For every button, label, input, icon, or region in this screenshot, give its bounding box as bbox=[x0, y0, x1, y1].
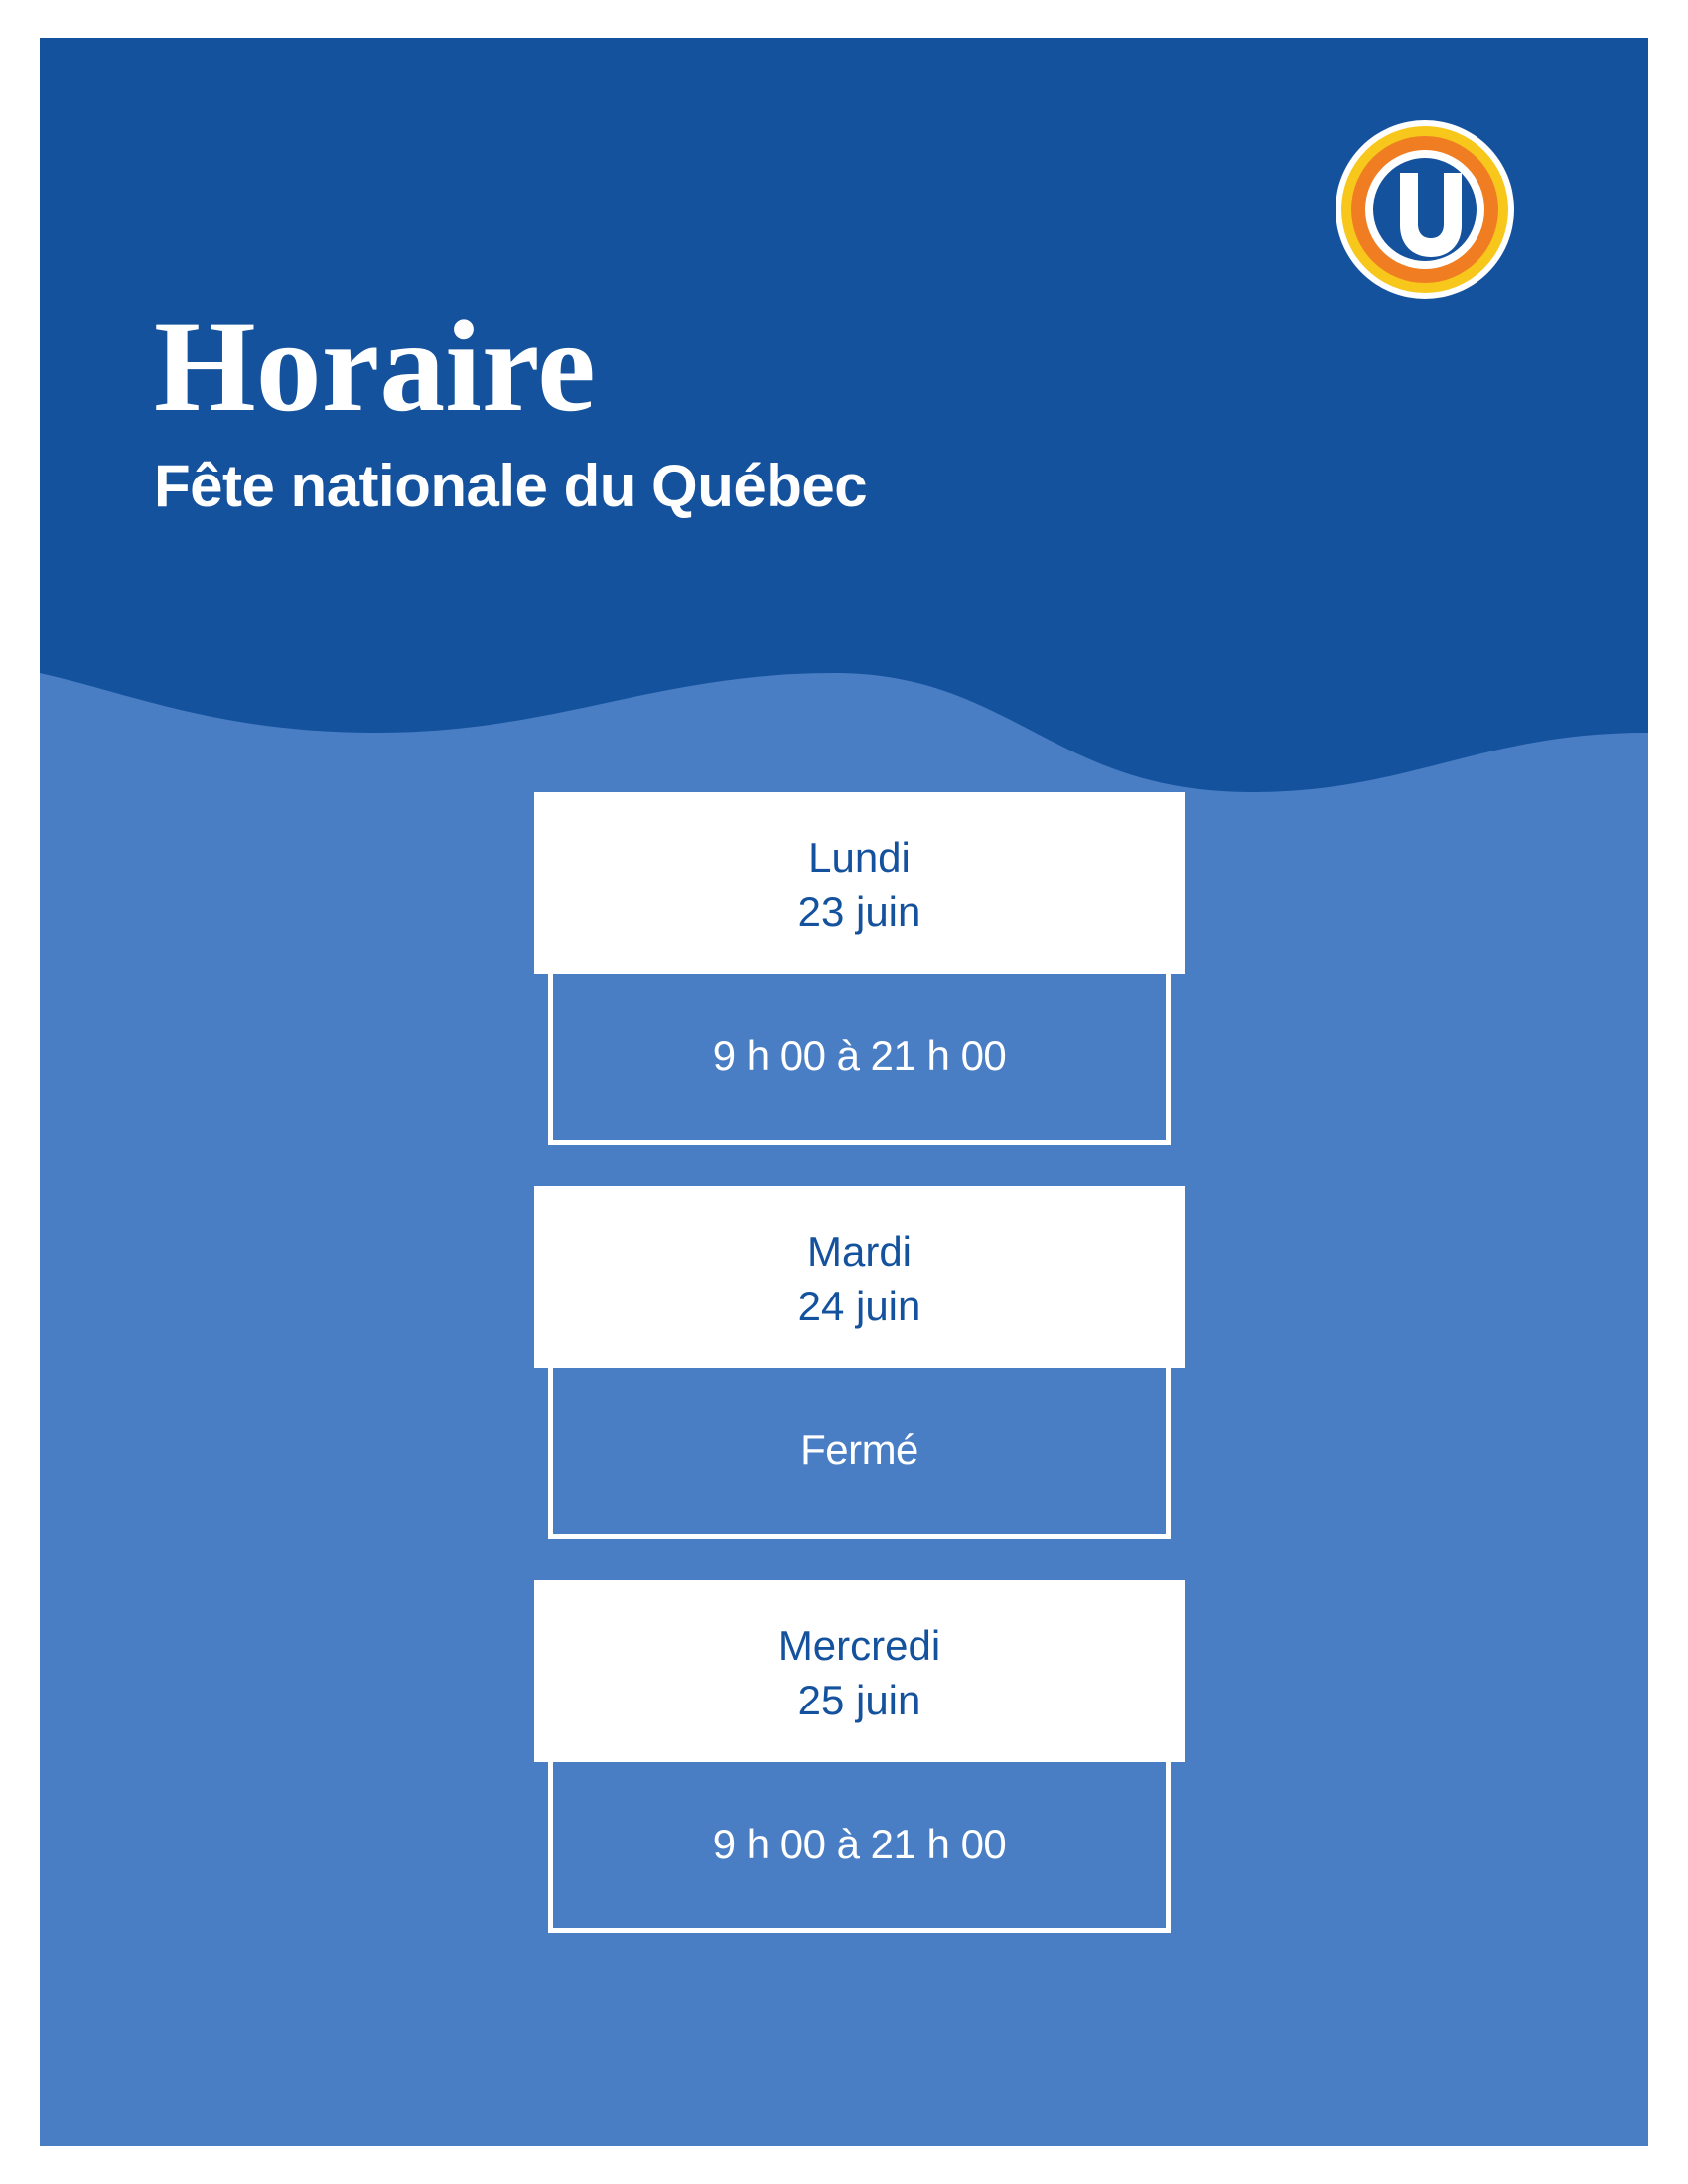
schedule-card-hours: 9 h 00 à 21 h 00 bbox=[548, 974, 1171, 1145]
schedule-card bbox=[534, 792, 1185, 1145]
schedule-day-date: 24 juin bbox=[797, 1283, 921, 1330]
schedule-card-hours: Fermé bbox=[548, 1368, 1171, 1539]
schedule-card-day bbox=[534, 792, 1185, 974]
universite-logo bbox=[1331, 115, 1519, 304]
schedule-day-name: Mercredi bbox=[777, 1621, 941, 1669]
schedule-card-hours: 9 h 00 à 21 h 00 bbox=[548, 1762, 1171, 1933]
poster-header bbox=[40, 38, 1648, 852]
schedule-card-day bbox=[534, 1580, 1185, 1762]
schedule-card-day bbox=[534, 1186, 1185, 1368]
schedule-card bbox=[534, 1580, 1185, 1933]
schedule-day-name: Mardi bbox=[806, 1227, 913, 1275]
page-title: Horaire bbox=[154, 293, 596, 439]
schedule-day-name: Lundi bbox=[808, 834, 911, 881]
page-subtitle: Fête nationale du Québec bbox=[154, 453, 868, 519]
schedule-day-date: 25 juin bbox=[797, 1677, 921, 1724]
schedule-card bbox=[534, 1186, 1185, 1539]
schedule-day-date: 23 juin bbox=[797, 888, 921, 936]
title-block bbox=[154, 293, 1345, 519]
logo-icon bbox=[1331, 115, 1519, 304]
poster bbox=[40, 38, 1648, 2146]
schedule-list bbox=[534, 792, 1185, 1975]
